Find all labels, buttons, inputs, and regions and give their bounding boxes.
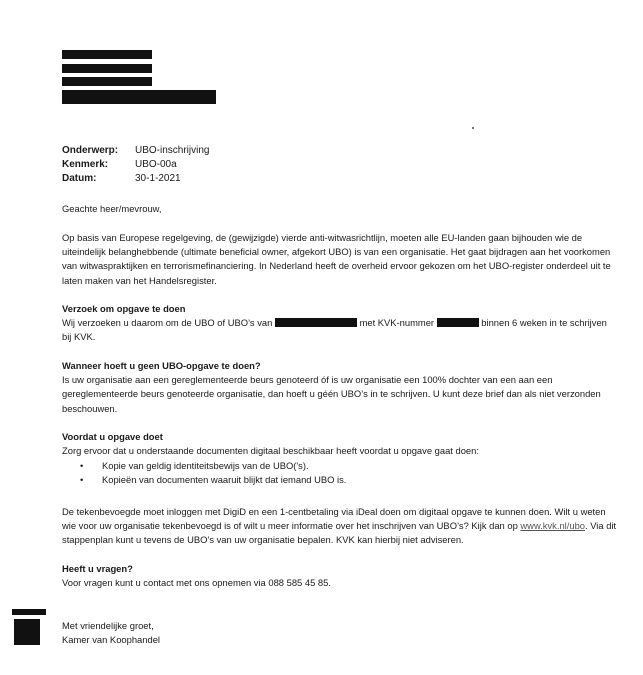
salutation: Geachte heer/mevrouw, [62, 203, 162, 214]
reference-label: Kenmerk: [62, 159, 109, 170]
date-value: 30-1-2021 [135, 173, 181, 184]
redacted-address-line-2 [62, 64, 152, 73]
intro-paragraph: Op basis van Europese regelgeving, de (gewijzigde) vierde anti-witwasrichtlijn, moeten alle EU-landen gaan bijhouden wie de uiteindelijk belanghebbende (ultimate beneficial owner, afgekort UBO) is van een organisatie. Het gaat bijdragen aan het voorkomen van witwaspraktijken en terrorismefinanciering. In Nederland heeft de overheid ervoor gekozen om het UBO-register onderdeel uit te laten maken van het Handelsregister. [62, 232, 611, 286]
redacted-address-line-4 [62, 90, 216, 104]
subject-value: UBO-inschrijving [135, 145, 210, 156]
closing-greeting: Met vriendelijke groet, [62, 620, 154, 631]
section-request-heading: Verzoek om opgave te doen [62, 303, 186, 314]
reference-value: UBO-00a [135, 159, 177, 170]
redacted-kvk-number [437, 318, 479, 327]
request-text-c: binnen 6 weken in te schrijven bij KVK. [62, 317, 607, 343]
request-text-a: Wij verzoeken u daarom om de UBO of UBO’s van [62, 317, 273, 329]
redacted-signature-mark [12, 609, 46, 615]
redacted-org-name [275, 318, 357, 327]
reference-row [62, 158, 209, 172]
section-questions-text: Voor vragen kunt u contact met ons opnemen via 088 585 45 85. [62, 577, 331, 589]
bullet-icon: • [80, 474, 84, 486]
section-exempt-text: Is uw organisatie aan een gereglementeerde beurs genoteerd óf is uw organisatie een 100% dochter van een aan een gereglementeerde beurs genoteerde organisatie, dan hoeft u géén UBO’s in te schrijven. U kunt deze brief dan als niet verzonden beschouwen. [62, 374, 601, 414]
login-text-a: De tekenbevoegde moet inloggen met DigiD en een 1-centbetaling via iDeal doen om digitaal opgave te kunnen doen. Wilt u weten wie voor uw organisatie tekenbevoegd is of wilt u meer informatie over het inschrijven van UBO’s? Kijk dan op [62, 506, 606, 532]
subject-row [62, 144, 209, 158]
letter-meta [62, 144, 209, 186]
section-request-text [62, 316, 618, 344]
section-before [62, 430, 618, 458]
date-row [62, 172, 209, 186]
subject-label: Onderwerp: [62, 145, 119, 156]
section-before-text: Zorg ervoor dat u onderstaande documenten digitaal beschikbaar heeft voordat u opgave gaat doen: [62, 445, 479, 457]
section-login-info [62, 505, 618, 548]
redacted-address-line-1 [62, 50, 152, 59]
scan-speck [472, 127, 474, 129]
request-text-b: met KVK-nummer [359, 317, 435, 329]
list-item [80, 473, 346, 487]
section-request [62, 302, 618, 345]
closing-sender: Kamer van Koophandel [62, 634, 160, 646]
list-item-text: Kopie van geldig identiteitsbewijs van de UBO('s). [102, 460, 309, 471]
date-label: Datum: [62, 173, 97, 184]
kvk-ubo-link[interactable]: www.kvk.nl/ubo [520, 520, 586, 532]
section-questions-heading: Heeft u vragen? [62, 563, 133, 574]
login-text-b: . Via dit stappenplan kunt u tevens de UBO’s van uw organisatie bepalen. KVK kan hierbij niet adviseren. [62, 520, 617, 546]
closing [62, 619, 618, 647]
list-item [80, 459, 346, 473]
redacted-address-line-3 [62, 77, 152, 86]
section-before-heading: Voordat u opgave doet [62, 431, 163, 442]
section-exempt-heading: Wanneer hoeft u geen UBO-opgave te doen? [62, 360, 261, 371]
bullet-icon: • [80, 460, 84, 471]
documents-list [80, 459, 346, 487]
list-item-text: Kopieën van documenten waaruit blijkt dat iemand UBO is. [102, 474, 347, 486]
redacted-signature [14, 619, 40, 645]
section-questions [62, 562, 618, 590]
section-exempt [62, 359, 618, 416]
